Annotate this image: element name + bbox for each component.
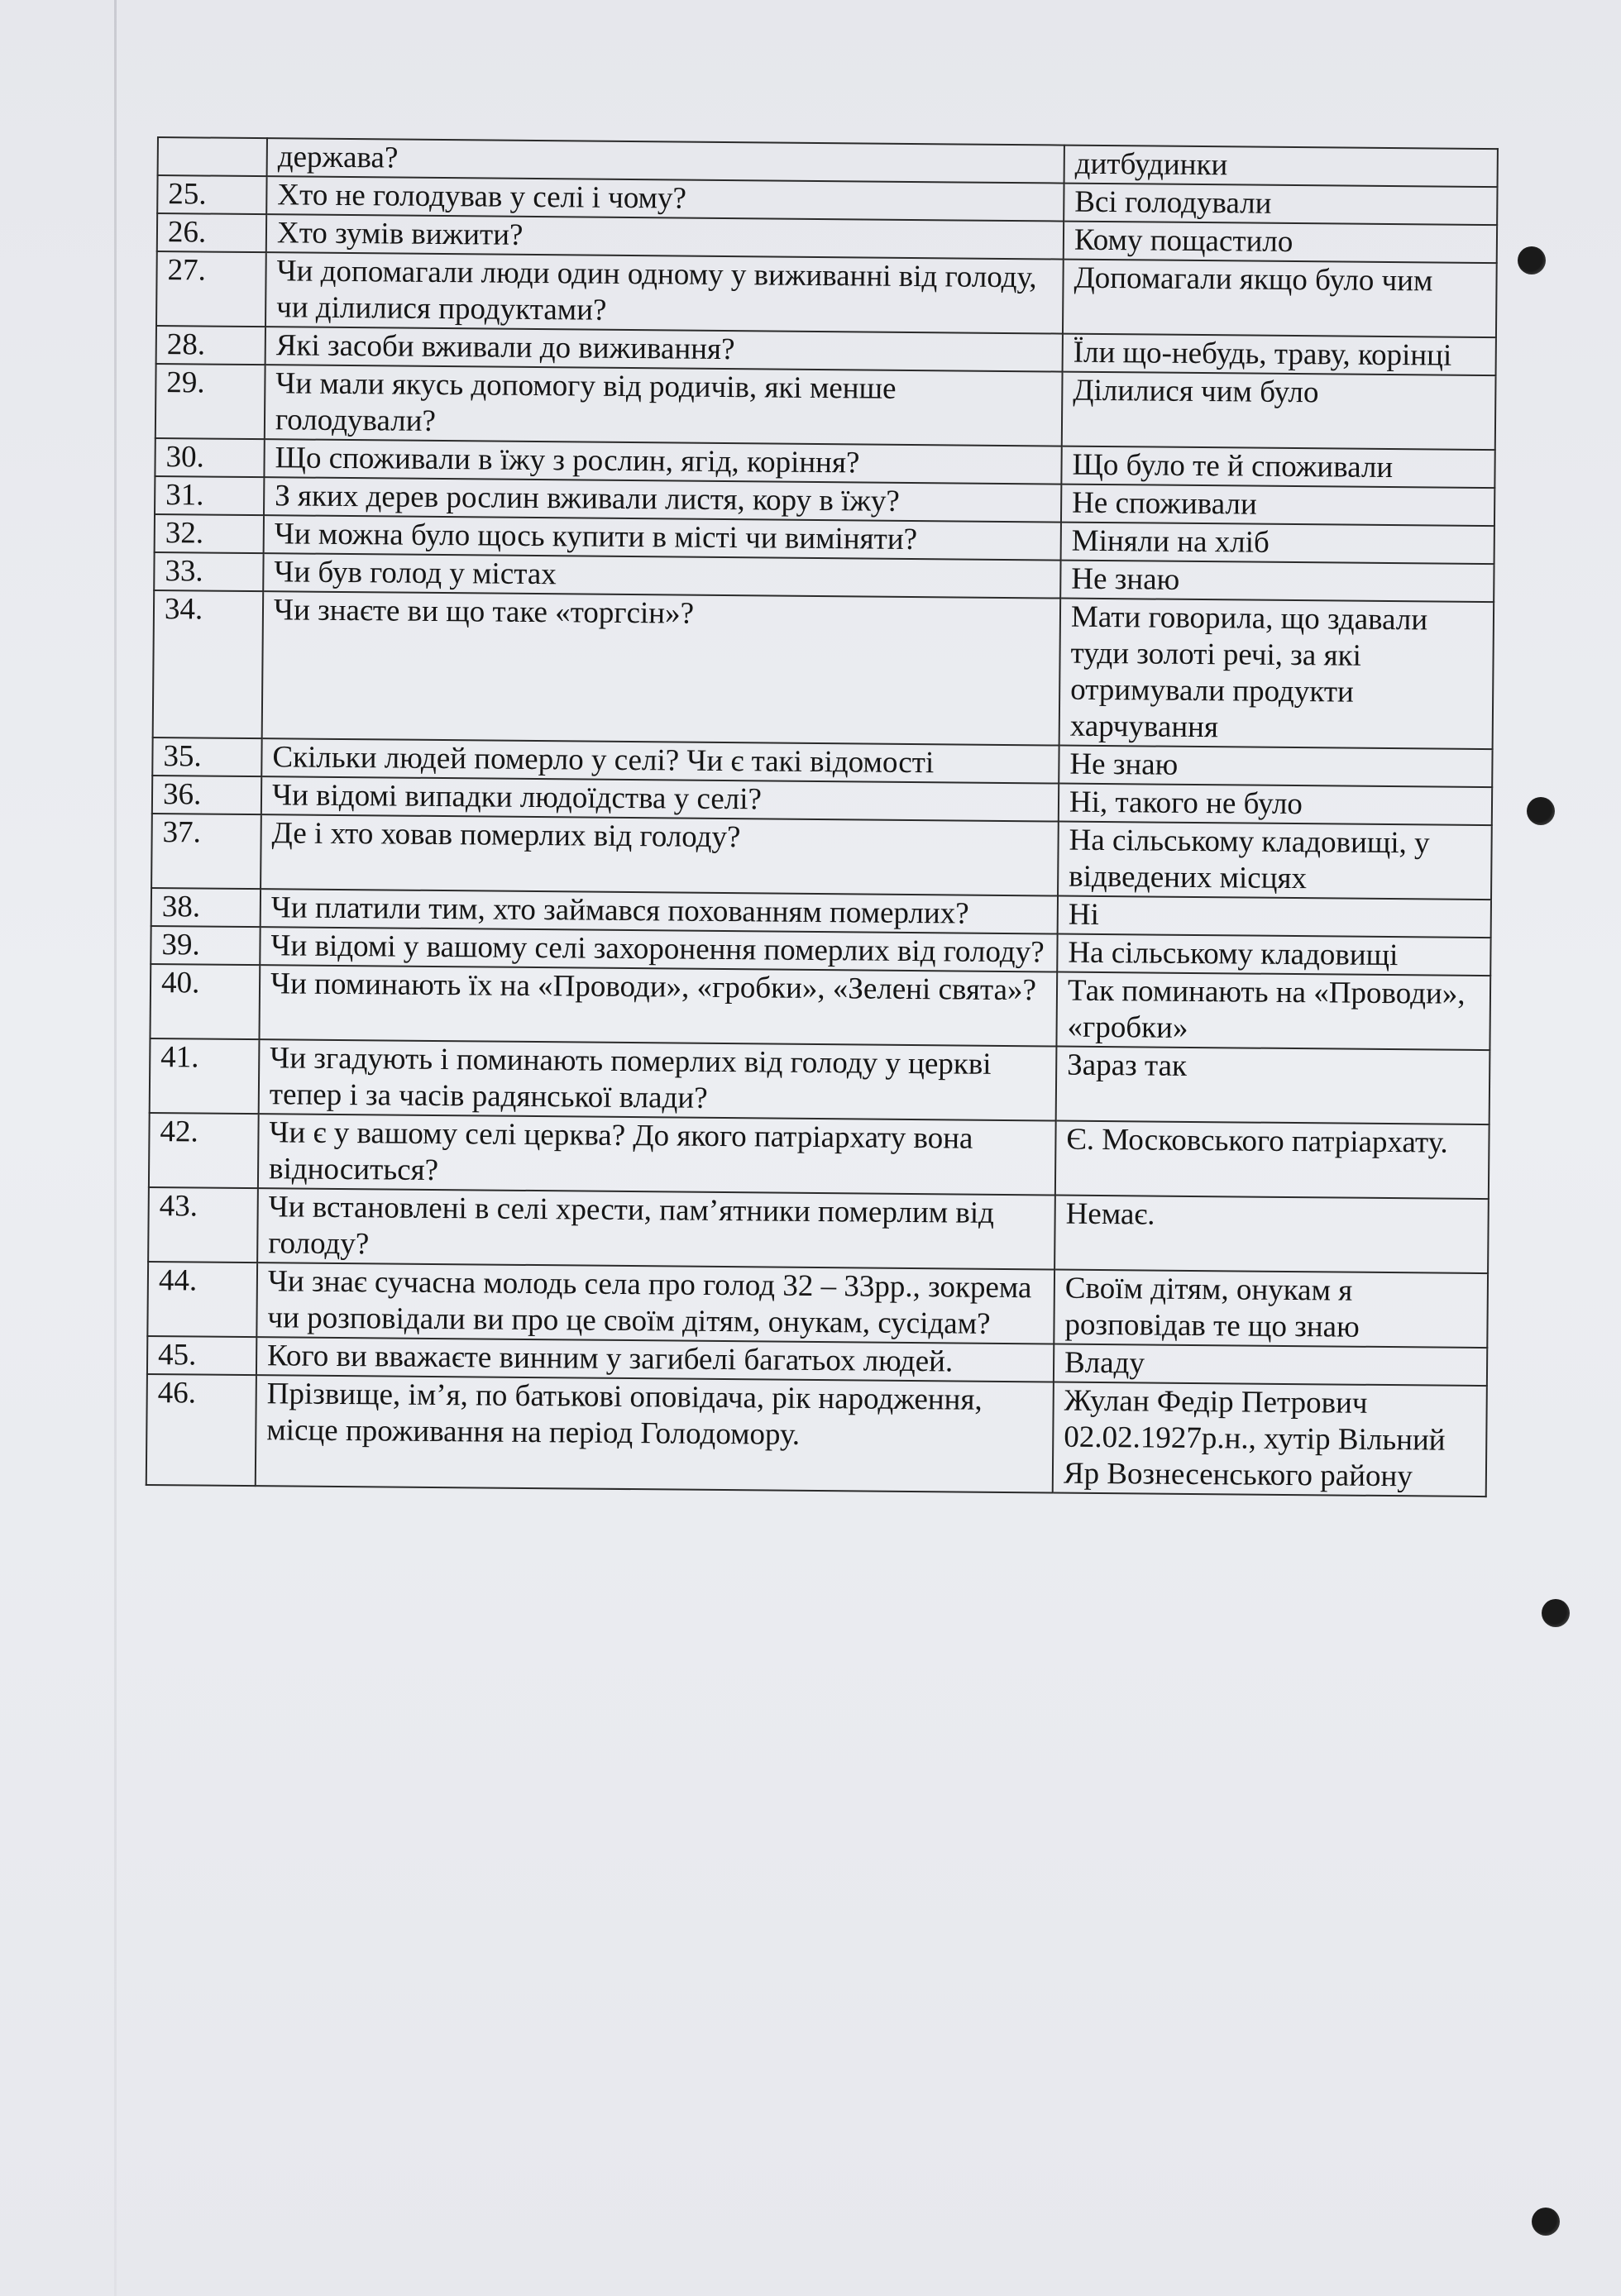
answer-text: Владу	[1054, 1344, 1487, 1387]
question-number: 42.	[149, 1113, 259, 1188]
punch-hole	[1527, 797, 1555, 825]
answer-text: Допомагали якщо було чим	[1063, 260, 1497, 338]
answer-text: Так поминають на «Проводи», «гробки»	[1056, 972, 1490, 1051]
answer-text: Не споживали	[1061, 484, 1494, 527]
answer-text: Їли що-небудь, траву, корінці	[1063, 334, 1496, 376]
table-row	[150, 964, 1490, 1050]
question-number: 44.	[147, 1262, 257, 1337]
question-text: Хто зумів вижити?	[266, 214, 1064, 259]
answer-text: Жулан Федір Петрович 02.02.1927р.н., хутір Вільний Яр Вознесенського району	[1053, 1382, 1487, 1497]
question-text: Чи відомі у вашому селі захоронення померлих від голоду?	[260, 927, 1057, 971]
punch-hole	[1542, 1599, 1570, 1627]
question-number: 38.	[151, 888, 261, 927]
answer-text: На сільському кладовищі, у відведених місцях	[1058, 822, 1492, 900]
question-text: Чи встановлені в селі хрести, пам’ятники померлим від голоду?	[257, 1188, 1055, 1269]
question-text: Де і хто ховав померлих від голоду?	[261, 814, 1059, 895]
question-text: Чи був голод у містах	[263, 553, 1060, 598]
question-text: Чи поминають їх на «Проводи», «гробки», «Зелені свята»?	[259, 965, 1057, 1046]
question-number: 46.	[146, 1374, 256, 1486]
question-text: Чи знаєте ви що таке «торгсін»?	[262, 591, 1061, 745]
punch-hole	[1518, 246, 1546, 274]
answer-text: Не знаю	[1060, 561, 1494, 603]
answer-text: Є. Московського патріархату.	[1055, 1121, 1490, 1200]
question-number: 39.	[151, 926, 260, 965]
answer-text: Ні	[1058, 896, 1491, 938]
answer-text: Мати говорила, що здавали туди золоті речі, за які отримували продукти харчування	[1059, 599, 1494, 750]
answer-text: Ділилися чим було	[1062, 372, 1496, 451]
answer-text: дитбудинки	[1064, 146, 1498, 188]
question-text: Чи можна було щось купити в місті чи виміняти?	[264, 515, 1061, 560]
question-text: Чи допомагали люди один одному у виживанні від голоду, чи ділилися продуктами?	[265, 252, 1064, 333]
question-number: 33.	[154, 552, 263, 591]
question-text: Які засоби вживали до виживання?	[265, 327, 1063, 371]
page-fold-line	[114, 0, 117, 2296]
table-row	[147, 1262, 1488, 1348]
question-text: Кого ви вважаєте винним у загибелі багатьох людей.	[256, 1337, 1054, 1382]
question-number: 28.	[156, 326, 265, 365]
question-number: 41.	[150, 1038, 260, 1114]
question-number: 34.	[153, 590, 264, 738]
table-row	[155, 364, 1496, 450]
answer-text: Кому пощастило	[1064, 222, 1497, 264]
question-text: Чи відомі випадки людоїдства у селі?	[261, 776, 1059, 821]
question-number	[158, 137, 267, 176]
question-number: 40.	[150, 964, 260, 1039]
answer-text: Не знаю	[1059, 746, 1492, 788]
question-number: 26.	[157, 213, 266, 252]
question-text: Чи платили тим, хто займався похованням померлих?	[261, 889, 1058, 933]
question-number: 29.	[155, 364, 265, 439]
table-row	[153, 590, 1494, 749]
answer-text: Ні, такого не було	[1059, 784, 1492, 826]
table-row	[148, 1187, 1489, 1273]
question-text: Що споживали в їжу з рослин, ягід, коріння?	[264, 439, 1061, 484]
table-row	[146, 1374, 1487, 1496]
question-text: Хто не голодував у селі і чому?	[266, 176, 1064, 221]
question-text: Чи згадують і поминають померлих від голоду у церкві тепер і за часів радянської влади?	[259, 1039, 1057, 1120]
question-number: 45.	[147, 1336, 256, 1375]
answer-text: На сільському кладовищі	[1057, 934, 1490, 976]
answer-text: Немає.	[1054, 1196, 1489, 1274]
question-number: 43.	[148, 1187, 258, 1263]
table-row	[150, 1038, 1490, 1124]
question-text: Скільки людей померло у селі? Чи є такі відомості	[261, 738, 1059, 783]
question-number: 25.	[157, 175, 266, 214]
question-number: 32.	[155, 514, 264, 553]
question-number: 37.	[151, 814, 261, 889]
question-text: Прізвище, ім’я, по батькові оповідача, рік народження, місце проживання на період Голодомору.	[256, 1375, 1054, 1492]
question-number: 35.	[152, 737, 261, 776]
answer-text: Зараз так	[1056, 1047, 1490, 1125]
question-number: 36.	[152, 776, 261, 814]
question-number: 27.	[156, 251, 266, 327]
question-text: держава?	[267, 138, 1064, 183]
question-text: Чи є у вашому селі церква? До якого патріархату вона відноситься?	[258, 1114, 1056, 1195]
answer-text: Що було те й споживали	[1061, 446, 1494, 489]
answer-text: Своїм дітям, онукам я розповідав те що знаю	[1054, 1270, 1488, 1348]
table-row	[149, 1113, 1490, 1199]
table-row	[151, 814, 1492, 900]
question-text: Чи мали якусь допомогу від родичів, які менше голодували?	[265, 365, 1063, 446]
questionnaire-table	[146, 136, 1499, 1497]
document-sheet	[146, 136, 1497, 1497]
answer-text: Міняли на хліб	[1061, 523, 1494, 565]
punch-hole	[1532, 2208, 1560, 2236]
answer-text: Всі голодували	[1064, 184, 1497, 226]
question-number: 31.	[155, 476, 264, 515]
table-row	[156, 251, 1497, 337]
question-text: З яких дерев рослин вживали листя, кору в їжу?	[264, 477, 1061, 522]
question-number: 30.	[155, 438, 264, 477]
question-text: Чи знає сучасна молодь села про голод 32 – 33рр., зокрема чи розповідали ви про це своїм дітям, онукам, сусідам?	[256, 1263, 1054, 1344]
